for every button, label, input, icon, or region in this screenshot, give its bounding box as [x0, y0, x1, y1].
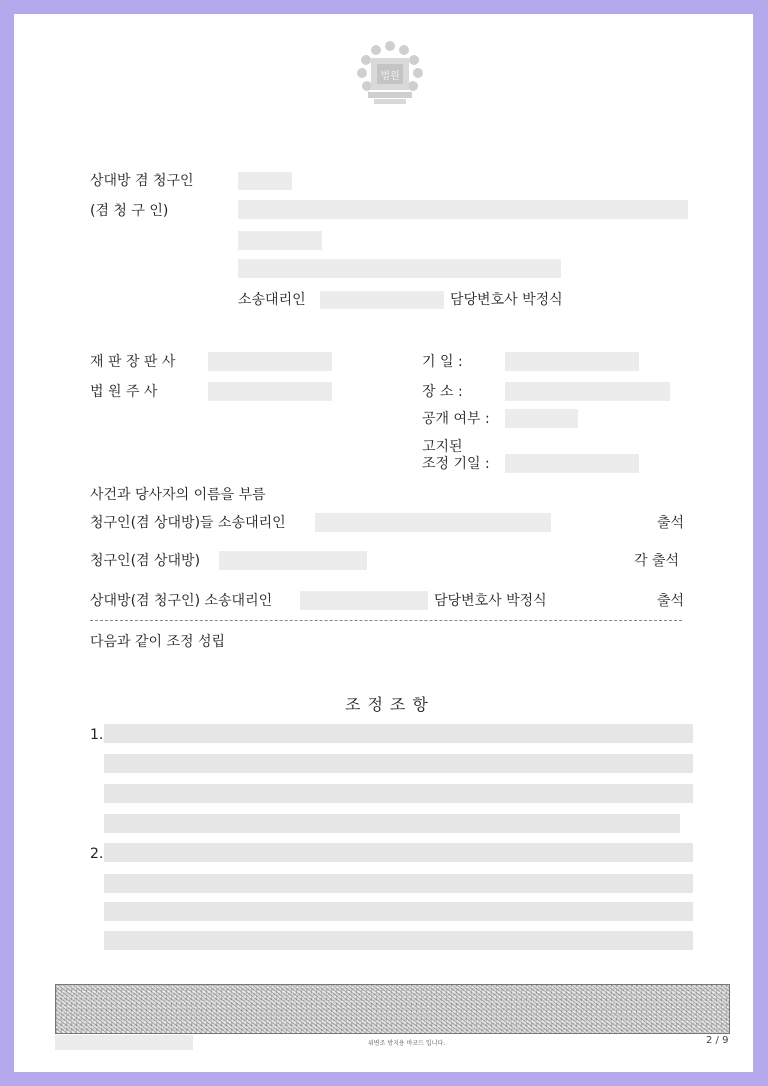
redacted-line2: [219, 551, 367, 570]
result-line: 다음과 같이 조정 성립: [90, 634, 226, 650]
redacted-term-line: [104, 784, 693, 803]
respondent-sub-label: (겸 청 구 인): [90, 203, 169, 219]
document-page: [14, 14, 753, 1072]
redacted-clerk: [208, 382, 332, 401]
line2-status: 각 출석: [634, 553, 680, 569]
redacted-term-line: [104, 814, 680, 833]
item1-number: 1.: [90, 727, 104, 743]
line3-attorney: 담당변호사 박정식: [434, 593, 547, 609]
redacted-law-firm: [320, 291, 444, 309]
redacted-term-line: [104, 902, 693, 921]
court-emblem-icon: [352, 36, 428, 108]
redacted-footer-id: [55, 1035, 193, 1050]
barcode-caption: 위변조 방지용 바코드 입니다.: [368, 1040, 446, 1047]
line2-label: 청구인(겸 상대방): [90, 553, 201, 569]
line1-label: 청구인(겸 상대방)들 소송대리인: [90, 515, 286, 531]
notified-label-2: 조정 기일 :: [422, 456, 490, 472]
respondent-label: 상대방 겸 청구인: [90, 173, 194, 189]
date-label: 기 일 :: [422, 354, 463, 370]
redacted-respondent-name: [238, 172, 292, 190]
page-number: 2 / 9: [706, 1035, 729, 1046]
redacted-term-line: [104, 931, 693, 950]
redacted-public: [505, 409, 578, 428]
redacted-term-line: [104, 724, 693, 743]
public-label: 공개 여부 :: [422, 411, 490, 427]
redacted-address: [238, 200, 688, 219]
redacted-date: [505, 352, 639, 371]
anti-forgery-barcode: [55, 984, 730, 1034]
clerk-label: 법 원 주 사: [90, 384, 158, 400]
redacted-name-2: [238, 231, 322, 250]
notified-label-1: 고지된: [422, 439, 463, 455]
line3-status: 출석: [657, 593, 685, 609]
terms-title: 조정조항: [345, 695, 435, 714]
redacted-line1: [315, 513, 551, 532]
call-line: 사건과 당사자의 이름을 부름: [90, 487, 266, 503]
redacted-notified-date: [505, 454, 639, 473]
counsel-attorney: 담당변호사 박정식: [450, 292, 563, 308]
divider: [90, 620, 682, 621]
redacted-place: [505, 382, 670, 401]
place-label: 장 소 :: [422, 384, 463, 400]
redacted-address-2: [238, 259, 561, 278]
line3-label: 상대방(겸 청구인) 소송대리인: [90, 593, 273, 609]
redacted-line3: [300, 591, 428, 610]
redacted-judge: [208, 352, 332, 371]
redacted-term-line: [104, 874, 693, 893]
judge-label: 재 판 장 판 사: [90, 354, 176, 370]
redacted-term-line: [104, 843, 693, 862]
item2-number: 2.: [90, 846, 104, 862]
emblem-text: 법원: [380, 71, 400, 82]
line1-status: 출석: [657, 515, 685, 531]
redacted-term-line: [104, 754, 693, 773]
counsel-label: 소송대리인: [238, 292, 306, 308]
